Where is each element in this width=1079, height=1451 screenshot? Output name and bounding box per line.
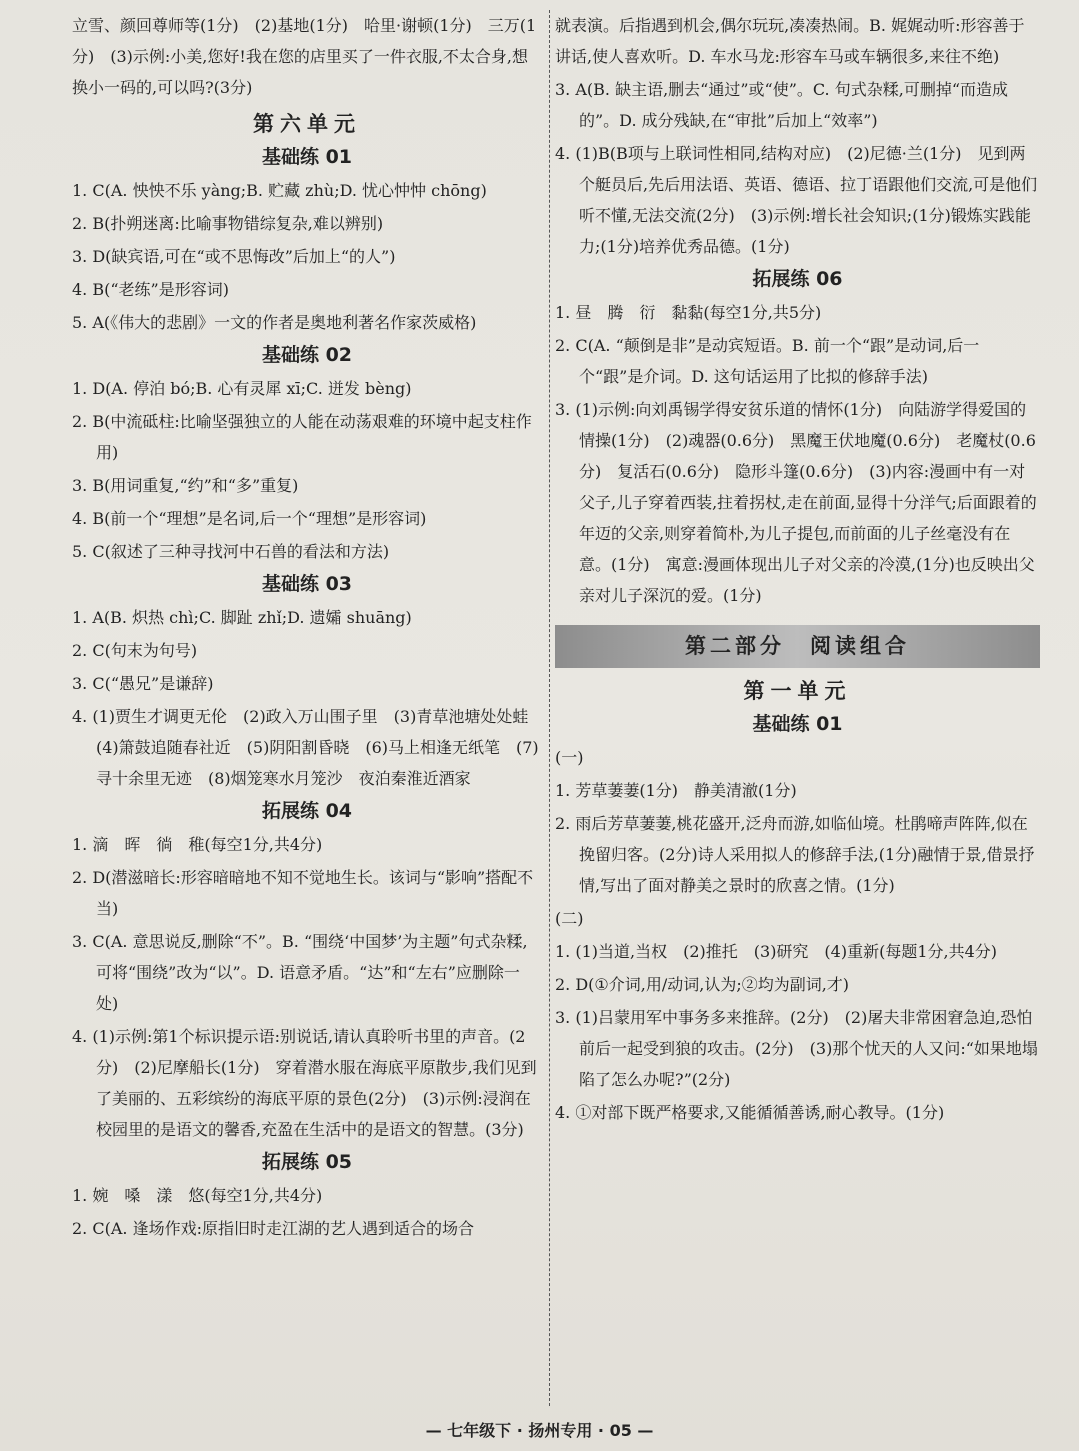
answer-item: 3. B(用词重复,“约”和“多”重复) (72, 476, 299, 495)
answer-item: 2. C(A. “颠倒是非”是动宾短语。B. 前一个“跟”是动词,后一个“跟”是介词。D. 这句话运用了比拟的修辞手法) (555, 336, 980, 386)
answer-item: 2. D(潜滋暗长:形容暗暗地不知不觉地生长。该词与“影响”搭配不当) (72, 868, 534, 918)
answer-item: 2. C(句末为句号) (72, 641, 198, 660)
group-label: (二) (555, 909, 584, 928)
answer-item: 2. B(扑朔迷离:比喻事物错综复杂,难以辨别) (72, 214, 384, 233)
answer-item: 1. 昼 腾 衍 黏黏(每空1分,共5分) (555, 303, 822, 322)
unit-title: 第六单元 (253, 112, 361, 136)
exercise-title: 基础练 03 (261, 573, 353, 595)
column-divider (549, 10, 550, 1406)
answer-item: 5. A(《伟大的悲剧》一文的作者是奥地利著名作家茨威格) (72, 313, 477, 332)
answer-item: 3. (1)吕蒙用军中事务多来推辞。(2分) (2)屠夫非常困窘急迫,恐怕前后一起受到狼的攻击。(2分) (3)那个忧天的人又问:“如果地塌陷了怎么办呢?”(2分) (555, 1008, 1038, 1089)
continued-text: 立雪、颜回尊师等(1分) (2)基地(1分) 哈里·谢顿(1分) 三万(1分) (3)示例:小美,您好!我在您的店里买了一件衣服,不太合身,想换小一码的,可以吗?(3分) (72, 16, 537, 97)
answer-item: 2. B(中流砥柱:比喻坚强独立的人能在动荡艰难的环境中起支柱作用) (72, 412, 532, 462)
answer-item: 1. 芳草萋萋(1分) 静美清澈(1分) (555, 781, 797, 800)
answer-item: 4. (1)示例:第1个标识提示语:别说话,请认真聆听书里的声音。(2分) (2)尼摩船长(1分) 穿着潜水服在海底平原散步,我们见到了美丽的、五彩缤纷的海底平原的景色(2分) (3)示例:浸润在校园里的是语文的馨香,充盈在生活中的是语文的智慧。(3分) (72, 1027, 537, 1139)
exercise-title: 基础练 01 (752, 713, 843, 735)
answer-item: 1. (1)当道,当权 (2)推托 (3)研究 (4)重新(每题1分,共4分) (555, 942, 998, 961)
answer-item: 4. B(前一个“理想”是名词,后一个“理想”是形容词) (72, 509, 427, 528)
exercise-title: 拓展练 04 (261, 800, 353, 822)
answer-item: 2. C(A. 逢场作戏:原指旧时走江湖的艺人遇到适合的场合 (72, 1219, 474, 1238)
answer-item: 3. D(缺宾语,可在“或不思悔改”后加上“的人”) (72, 247, 396, 266)
answer-item: 3. C(“愚兄”是谦辞) (72, 674, 214, 693)
exercise-title: 基础练 02 (261, 344, 353, 366)
page-footer: — 七年级下 · 扬州专用 · 05 — (425, 1421, 654, 1440)
answer-item: 4. B(“老练”是形容词) (72, 280, 229, 299)
answer-item: 3. C(A. 意思说反,删除“不”。B. “围绕‘中国梦’为主题”句式杂糅,可将“围绕”改为“以”。D. 语意矛盾。“达”和“左右”应删除一处) (72, 932, 528, 1013)
group-label: (一) (555, 748, 584, 767)
answer-item: 4. (1)B(B项与上联词性相同,结构对应) (2)尼德·兰(1分) 见到两个艇员后,先后用法语、英语、德语、拉丁语跟他们交流,可是他们听不懂,无法交流(2分) (3)示例:增长社会知识;(1分)锻炼实践能力;(1分)培养优秀品德。(1分) (555, 144, 1038, 256)
answer-item: 4. ①对部下既严格要求,又能循循善诱,耐心教导。(1分) (555, 1103, 945, 1122)
answer-item: 1. 滴 晖 徜 稚(每空1分,共4分) (72, 835, 323, 854)
part-banner: 第二部分 阅读组合 (555, 625, 1040, 668)
answer-item: 1. C(A. 怏怏不乐 yàng;B. 贮藏 zhù;D. 忧心忡忡 chōng) (72, 181, 487, 200)
exercise-title: 拓展练 05 (261, 1151, 353, 1173)
continued-text: 就表演。后指遇到机会,偶尔玩玩,凑凑热闹。B. 娓娓动听:形容善于讲话,使人喜欢听。D. 车水马龙:形容车马或车辆很多,来往不绝) (555, 16, 1025, 66)
answer-item: 2. 雨后芳草萋萋,桃花盛开,泛舟而游,如临仙境。杜鹃啼声阵阵,似在挽留归客。(2分)诗人采用拟人的修辞手法,(1分)融情于景,借景抒情,写出了面对静美之景时的欣喜之情。(1分) (555, 814, 1035, 895)
answer-item: 5. C(叙述了三种寻找河中石兽的看法和方法) (72, 542, 390, 561)
answer-item: 2. D(①介词,用/动词,认为;②均为副词,才) (555, 975, 850, 994)
answer-item: 1. D(A. 停泊 bó;B. 心有灵犀 xī;C. 迸发 bèng) (72, 379, 412, 398)
answer-item: 1. 婉 嗓 漾 悠(每空1分,共4分) (72, 1186, 323, 1205)
left-column (72, 8, 545, 1411)
answer-item: 3. A(B. 缺主语,删去“通过”或“使”。C. 句式杂糅,可删掉“而造成的”。D. 成分残缺,在“审批”后加上“效率”) (555, 80, 1008, 130)
answer-item: 3. (1)示例:向刘禹锡学得安贫乐道的情怀(1分) 向陆游学得爱国的情操(1分) (2)魂器(0.6分) 黑魔王伏地魔(0.6分) 老魔杖(0.6分) 复活石(0.6分) 隐形斗篷(0.6分) (3)内容:漫画中有一对父子,儿子穿着西装,拄着拐杖,走在前面,显得十分洋气;后面跟着的年迈的父亲,则穿着简朴,为儿子提包,而前面的儿子丝毫没有在意。(1分) 寓意:漫画体现出儿子对父亲的冷漠,(1分)也反映出父亲对儿子深沉的爱。(1分) (555, 400, 1037, 605)
right-column (555, 8, 1040, 1411)
exercise-title: 拓展练 06 (752, 268, 843, 290)
answer-item: 1. A(B. 炽热 chì;C. 脚趾 zhǐ;D. 遗孀 shuāng) (72, 608, 412, 627)
exercise-title: 基础练 01 (261, 146, 353, 168)
unit-title: 第一单元 (743, 679, 852, 703)
answer-item: 4. (1)贾生才调更无伦 (2)政入万山围子里 (3)青草池塘处处蛙 (4)箫鼓追随春社近 (5)阴阳割昏晓 (6)马上相逢无纸笔 (7)寻十余里无迹 (8)烟笼寒水月笼沙 夜泊秦淮近酒家 (72, 707, 545, 788)
